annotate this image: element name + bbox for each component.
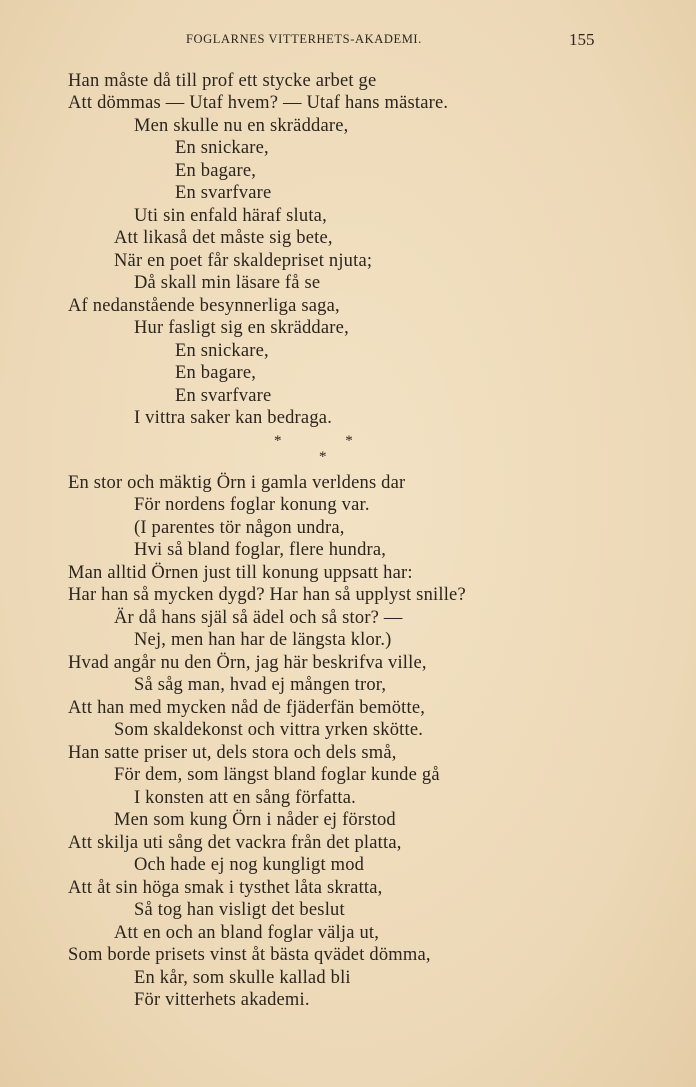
page-header	[0, 30, 696, 52]
poem-line: Och hade ej nog kungligt mod	[134, 855, 365, 875]
poem-line: Att han med mycken nåd de fjäderfän bemötte,	[68, 698, 426, 718]
poem-line: Att dömmas — Utaf hvem? — Utaf hans mästare.	[68, 93, 449, 113]
poem-line: En bagare,	[175, 363, 257, 383]
poem-line: Men skulle nu en skräddare,	[134, 116, 349, 136]
poem-line: En kår, som skulle kallad bli	[134, 968, 351, 988]
poem-line: Att åt sin höga smak i tysthet låta skratta,	[68, 878, 383, 898]
poem-line: Uti sin enfald häraf sluta,	[134, 206, 327, 226]
poem-line: (I parentes tör någon undra,	[134, 518, 345, 538]
poem-line: Hvad angår nu den Örn, jag här beskrifva ville,	[68, 653, 427, 673]
poem-line: En snickare,	[175, 341, 269, 361]
poem-line: Af nedanstående besynnerliga saga,	[68, 296, 340, 316]
poem-line: För vitterhets akademi.	[134, 990, 310, 1010]
poem-line: Han satte priser ut, dels stora och dels små,	[68, 743, 397, 763]
poem-line: Att en och an bland foglar välja ut,	[114, 923, 380, 943]
poem-line: I vittra saker kan bedraga.	[134, 408, 333, 428]
poem-line: Så såg man, hvad ej mången tror,	[134, 675, 387, 695]
poem-line: Som borde prisets vinst åt bästa qvädet dömma,	[68, 945, 431, 965]
poem-line: Då skall min läsare få se	[134, 273, 321, 293]
poem-line: I konsten att en sång författa.	[134, 788, 356, 808]
poem-line: Man alltid Örnen just till konung uppsatt har:	[68, 563, 413, 583]
poem-line: Nej, men han har de längsta klor.)	[134, 630, 392, 650]
poem-line: För dem, som längst bland foglar kunde gå	[114, 765, 440, 785]
poem-line: Hur fasligt sig en skräddare,	[134, 318, 349, 338]
poem-line: Är då hans själ så ädel och så stor? —	[114, 608, 403, 628]
poem-line: Som skaldekonst och vittra yrken skötte.	[114, 720, 424, 740]
poem-line: Så tog han visligt det beslut	[134, 900, 345, 920]
poem-line: När en poet får skaldepriset njuta;	[114, 251, 373, 271]
poem-line: För nordens foglar konung var.	[134, 495, 370, 515]
poem-line: En stor och mäktig Örn i gamla verldens dar	[68, 473, 406, 493]
poem-line: En bagare,	[175, 161, 257, 181]
poem-line: Att likaså det måste sig bete,	[114, 228, 333, 248]
poem-line: Han måste då till prof ett stycke arbet ge	[68, 71, 377, 91]
poem-line: En svarfvare	[175, 386, 272, 406]
section-separator-top: * *	[274, 433, 353, 449]
poem-line: Hvi så bland foglar, flere hundra,	[134, 540, 387, 560]
running-head: FOGLARNES VITTERHETS-AKADEMI.	[186, 32, 422, 46]
page-number: 155	[569, 30, 595, 49]
poem-line: En snickare,	[175, 138, 269, 158]
poem-line: Men som kung Örn i nåder ej förstod	[114, 810, 396, 830]
poem-line: Att skilja uti sång det vackra från det platta,	[68, 833, 402, 853]
poem-line: Har han så mycken dygd? Har han så upplyst snille?	[68, 585, 466, 605]
section-separator-bottom: *	[319, 449, 327, 465]
poem-line: En svarfvare	[175, 183, 272, 203]
